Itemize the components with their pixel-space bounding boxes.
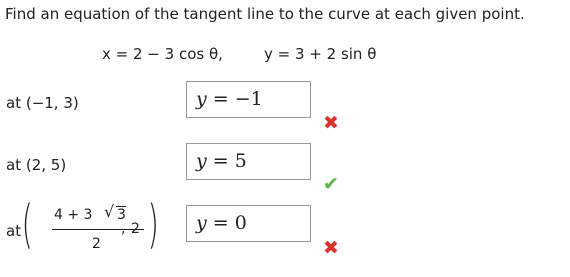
point-label-1: at (−1, 3) (6, 94, 79, 112)
fraction-denominator: 2 (92, 236, 101, 252)
answer-input-3[interactable] (186, 205, 311, 242)
fraction-numerator (54, 207, 92, 223)
answer-value-1: = −1 (206, 88, 263, 110)
answer-variable-3: y (196, 212, 207, 234)
parametric-y-equation: y = 3 + 2 sin θ (264, 45, 377, 63)
incorrect-x-icon: ✖ (323, 112, 339, 134)
parametric-x-equation: x = 2 − 3 cos θ, (102, 45, 223, 63)
question-prompt: Find an equation of the tangent line to the curve at each given point. (5, 5, 525, 23)
answer-value-3: = 0 (206, 212, 247, 234)
right-paren: ) (147, 195, 159, 255)
numerator-radicand: 3 (117, 207, 126, 223)
coordinate-comma: , (121, 221, 126, 237)
point-coordinate-3 (21, 195, 183, 262)
answer-variable-2: y (196, 150, 207, 172)
correct-check-icon: ✔ (323, 173, 339, 195)
answer-value-2: = 5 (206, 150, 247, 172)
coordinate-y-value: 2 (131, 221, 140, 237)
point-label-3: at (6, 222, 22, 240)
numerator-prefix: 4 + 3 (54, 207, 93, 223)
answer-variable-1: y (196, 88, 207, 110)
left-paren: ( (21, 195, 33, 255)
answer-input-1[interactable] (186, 81, 311, 118)
answer-input-2[interactable] (186, 143, 311, 180)
point-label-2: at (2, 5) (6, 156, 67, 174)
sqrt-icon: √ (104, 202, 115, 221)
incorrect-x-icon: ✖ (323, 237, 339, 259)
